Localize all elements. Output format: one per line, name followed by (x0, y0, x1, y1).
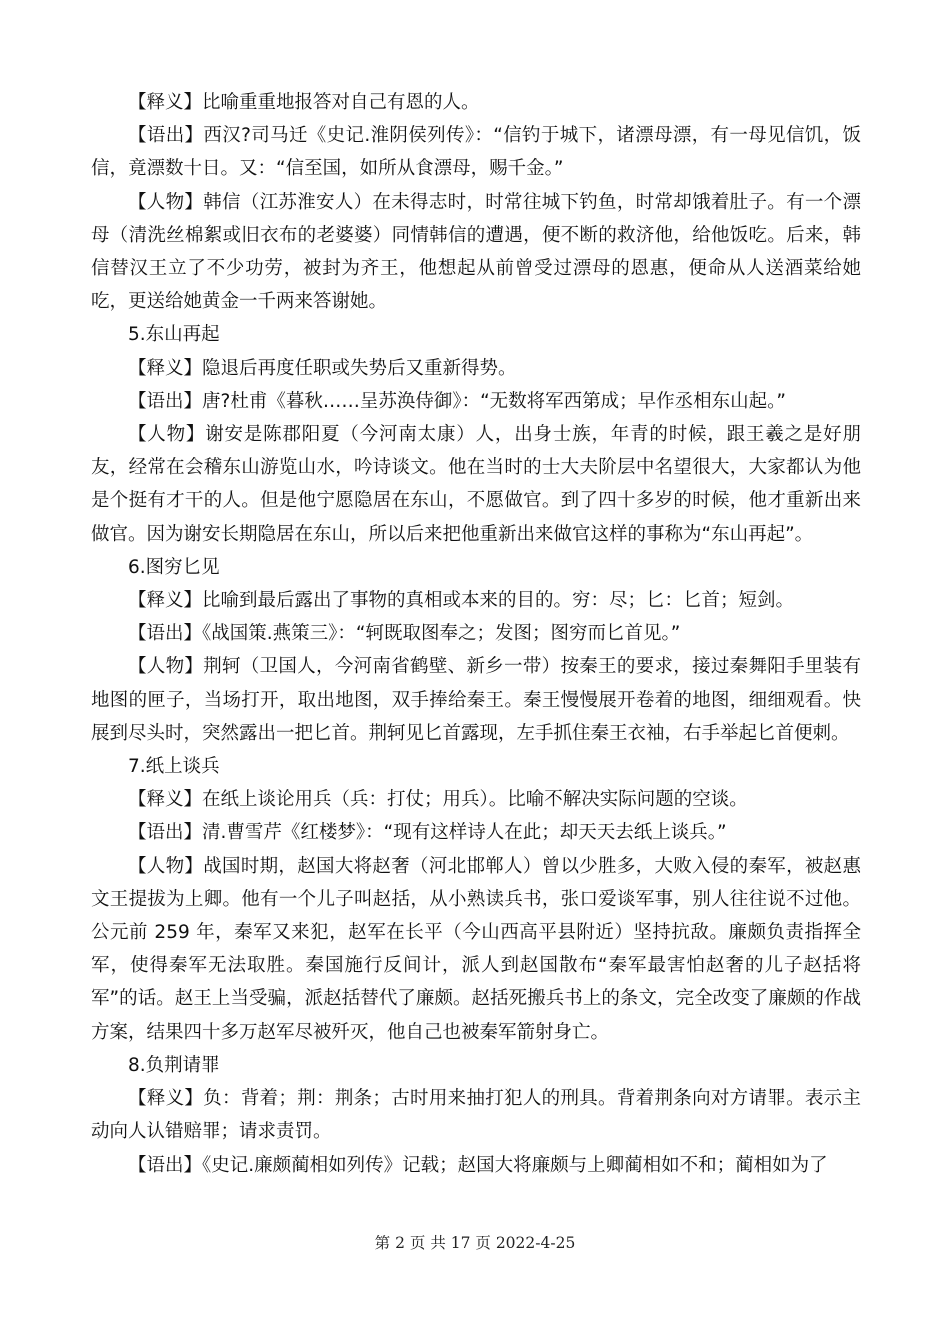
paragraph-shiyi-7: 【释义】在纸上谈论用兵（兵：打仗；用兵）。比喻不解决实际问题的空谈。 (128, 789, 748, 811)
paragraph-yuchu-6: 【语出】《战国策.燕策三》：“轲既取图奉之；发图；图穷而匕首见。” (128, 623, 681, 645)
paragraph-yuchu-8: 【语出】《史记.廉颇蔺相如列传》记载；赵国大将廉颇与上卿蔺相如不和；蔺相如为了 (128, 1154, 828, 1176)
section-heading-6: 6.图穷匕见 (128, 556, 220, 578)
paragraph-renwu-6: 【人物】荆轲（卫国人，今河南省鹤壁、新乡一带）按秦王的要求，接过秦舞阳手里装有地图的匣子，当场打开，取出地图，双手捧给秦王。秦王慢慢展开卷着的地图，细细观看。快展到尽头时，突然露出一把匕首。荆轲见匕首露现，左手抓住秦王衣袖，右手举起匕首便刺。 (91, 656, 861, 744)
section-heading-7: 7.纸上谈兵 (128, 756, 220, 778)
paragraph-shiyi-5: 【释义】隐退后再度任职或失势后又重新得势。 (128, 357, 517, 379)
paragraph-yuchu-5: 【语出】唐?杜甫《暮秋……呈苏涣侍御》：“无数将军西第成；早作丞相东山起。” (128, 390, 786, 412)
paragraph-renwu-5: 【人物】谢安是陈郡阳夏（今河南太康）人，出身士族，年青的时候，跟王羲之是好朋友，经常在会稽东山游览山水，吟诗谈文。他在当时的士大夫阶层中名望很大，大家都认为他是个挺有才干的人。但是他宁愿隐居在东山，不愿做官。到了四十多岁的时候，他才重新出来做官。因为谢安长期隐居在东山，所以后来把他重新出来做官这样的事称为“东山再起”。 (91, 424, 861, 545)
paragraph-shiyi-4: 【释义】比喻重重地报答对自己有恩的人。 (128, 92, 480, 113)
paragraph-yuchu-7: 【语出】清.曹雪芹《红楼梦》：“现有这样诗人在此；却天天去纸上谈兵。” (128, 822, 727, 844)
page-footer: 第 2 页 共 17 页 2022-4-25 (374, 1234, 576, 1252)
body-text (91, 86, 861, 1182)
paragraph-yuchu-4: 【语出】西汉?司马迁《史记.淮阴侯列传》：“信钓于城下，诸漂母漂，有一母见信饥，饭信，竟漂数十日。又：“信至国，如所从食漂母，赐千金。” (91, 125, 861, 180)
paragraph-shiyi-6: 【释义】比喻到最后露出了事物的真相或本来的目的。穷：尽；匕：匕首；短剑。 (128, 590, 795, 612)
section-heading-5: 5.东山再起 (128, 324, 220, 346)
paragraph-renwu-4: 【人物】韩信（江苏淮安人）在未得志时，时常往城下钓鱼，时常却饿着肚子。有一个漂母（清洗丝棉絮或旧衣布的老婆婆）同情韩信的遭遇，便不断的救济他，给他饭吃。后来，韩信替汉王立了不少功劳，被封为齐王，他想起从前曾受过漂母的恩惠，便命从人送酒菜给她吃，更送给她黄金一千两来答谢她。 (91, 191, 861, 313)
paragraph-renwu-7: 【人物】战国时期，赵国大将赵奢（河北邯郸人）曾以少胜多，大败入侵的秦军，被赵惠文王提拔为上卿。他有一个儿子叫赵括，从小熟读兵书，张口爱谈军事，别人往往说不过他。公元前 259 年，秦军又来犯，赵军在长平（今山西高平县附近）坚持抗敌。廉颇负责指挥全军，使得秦军无法取胜。秦国施行反间计，派人到赵国散布“秦军最害怕赵奢的儿子赵括将军”的话。赵王上当受骗，派赵括替代了廉颇。赵括死搬兵书上的条文，完全改变了廉颇的作战方案，结果四十多万赵军尽被歼灭，他自己也被秦军箭射身亡。 (91, 855, 861, 1043)
section-heading-8: 8.负荆请罪 (128, 1054, 220, 1076)
paragraph-shiyi-8: 【释义】负：背着；荆：荆条；古时用来抽打犯人的刑具。背着荆条向对方请罪。表示主动向人认错赔罪；请求责罚。 (91, 1088, 861, 1143)
